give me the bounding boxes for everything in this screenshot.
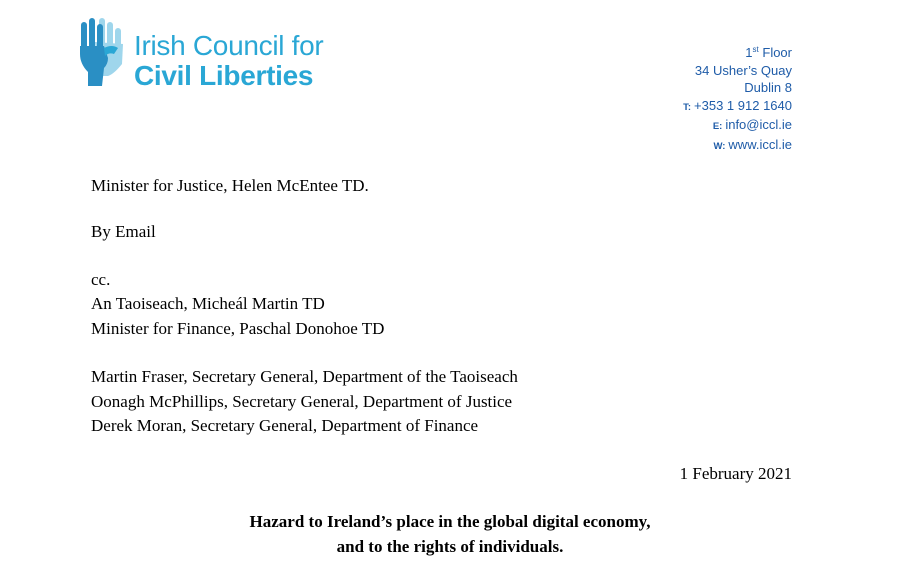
- cc-official: Oonagh McPhillips, Secretary General, Department of Justice: [91, 392, 513, 411]
- email-label: E:: [712, 121, 723, 133]
- hands-icon: [78, 14, 130, 88]
- contact-web-link[interactable]: www.iccl.ie: [728, 136, 792, 152]
- org-name-line1: Irish Council for: [134, 30, 324, 61]
- cc-official: Martin Fraser, Secretary General, Department of the Taoiseach: [91, 367, 518, 386]
- web-label: W:: [713, 140, 726, 152]
- floor-suffix: st: [752, 45, 759, 54]
- letter-heading-line1: Hazard to Ireland’s place in the global digital economy,: [249, 512, 651, 531]
- contact-web-row: [683, 136, 792, 156]
- contact-phone[interactable]: +353 1 912 1640: [694, 97, 792, 113]
- floor-word: Floor: [762, 45, 792, 60]
- cc-recipient: Minister for Finance, Paschal Donohoe TD: [91, 319, 385, 338]
- addressee-line: Minister for Justice, Helen McEntee TD.: [91, 176, 369, 195]
- contact-email-row: [683, 116, 792, 136]
- letter-heading-line2: and to the rights of individuals.: [336, 537, 564, 556]
- delivery-method: By Email: [91, 222, 156, 241]
- cc-label: cc.: [91, 270, 111, 289]
- floor-number: 1: [745, 45, 753, 60]
- phone-label: T:: [683, 101, 692, 113]
- contact-block: [683, 44, 792, 156]
- letter-date: 1 February 2021: [679, 464, 792, 483]
- contact-phone-row: [683, 97, 792, 117]
- cc-recipient: An Taoiseach, Micheál Martin TD: [91, 294, 325, 313]
- contact-email-link[interactable]: info@iccl.ie: [725, 117, 792, 133]
- org-name-line2: Civil Liberties: [134, 60, 314, 91]
- iccl-logo: [78, 14, 358, 91]
- contact-city: Dublin 8: [744, 80, 792, 96]
- contact-street: 34 Usher’s Quay: [694, 62, 792, 78]
- cc-official: Derek Moran, Secretary General, Department of Finance: [91, 416, 479, 435]
- contact-floor: [683, 44, 792, 62]
